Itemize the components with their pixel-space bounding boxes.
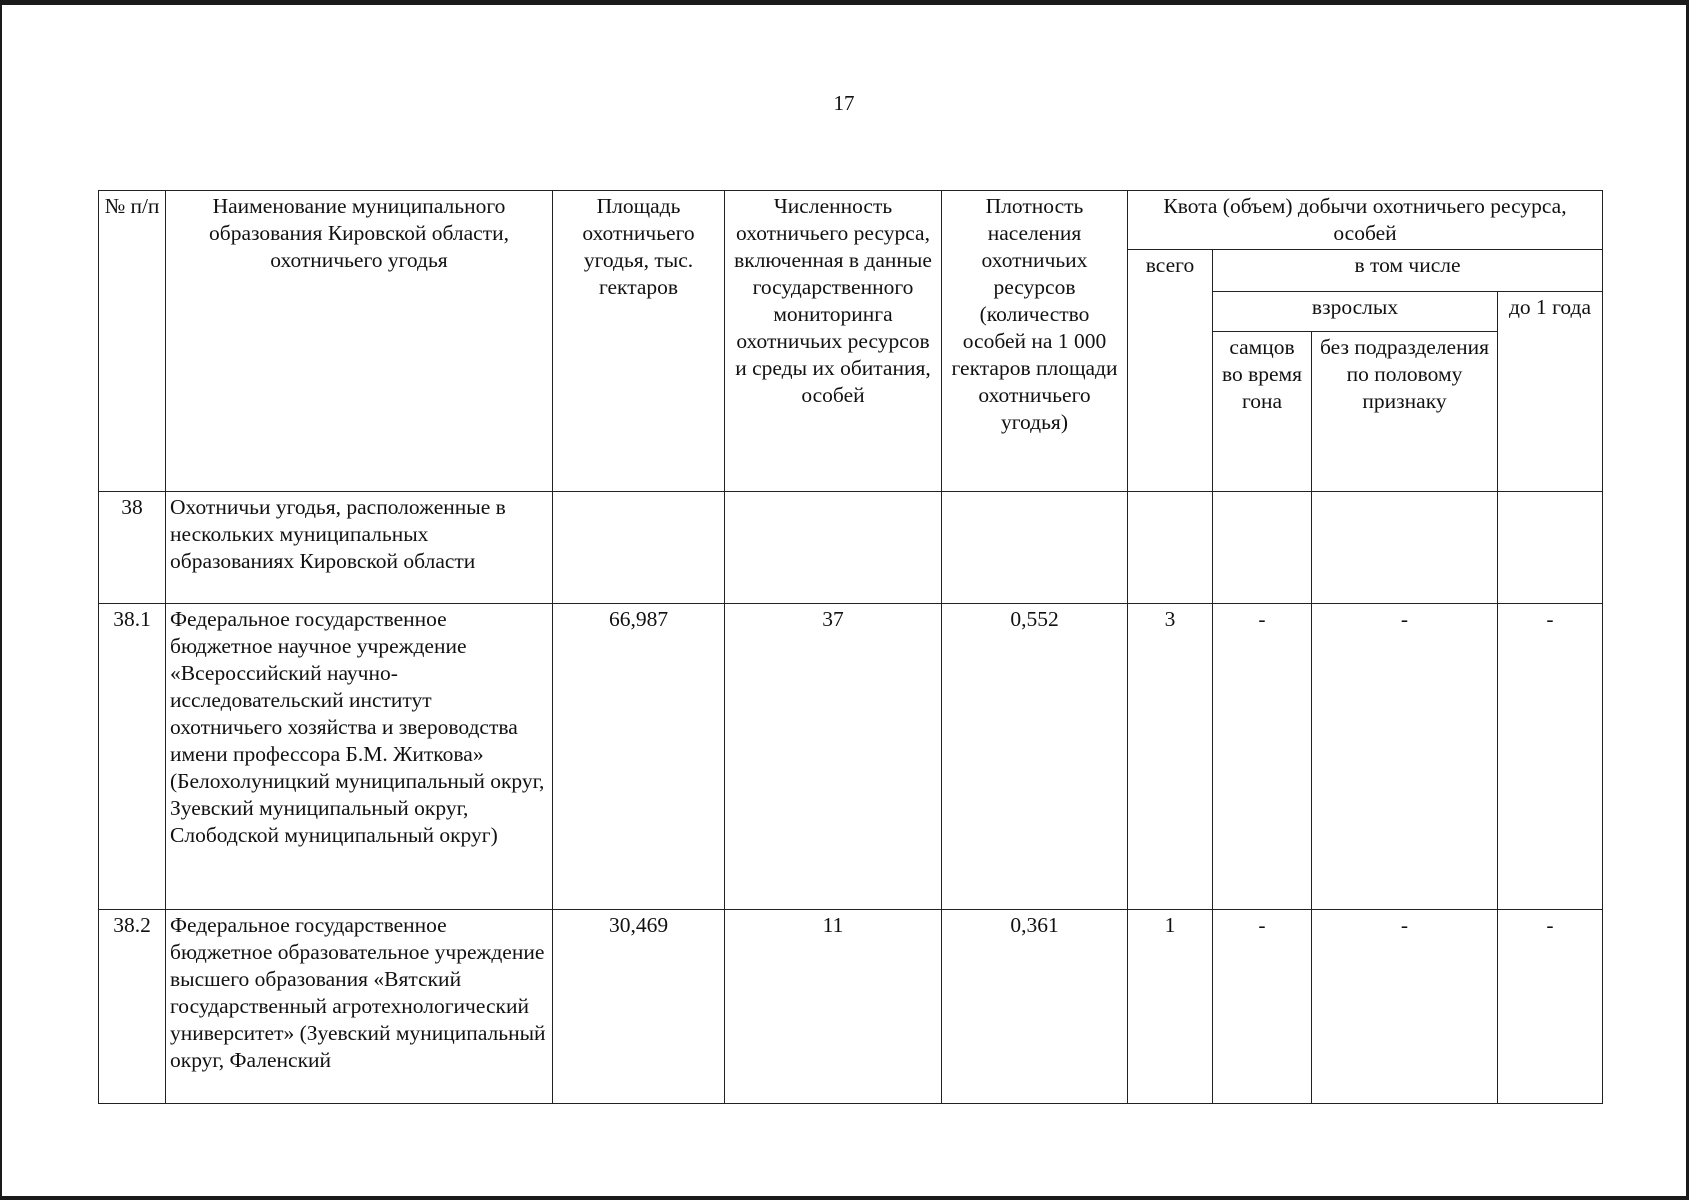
row-males-rut [1213,492,1312,604]
row-density: 0,552 [942,604,1128,910]
row-num: 38.1 [99,604,166,910]
header-name: Наименование муниципального образования Кировской области, охотничьего угодья [166,191,553,492]
header-total: всего [1128,250,1213,492]
header-row-1 [99,191,1603,250]
row-area: 30,469 [553,910,725,1104]
header-no-sex: без подразделения по половому признаку [1312,332,1498,492]
row-name: Федеральное государственное бюджетное образовательное учреждение высшего образования «Вятский государственный агротехнологический университет» (Зуевский муниципальный округ, Фаленский [166,910,553,1104]
row-under1: - [1498,910,1603,1104]
row-males-rut: - [1213,910,1312,1104]
row-males-rut: - [1213,604,1312,910]
header-including: в том числе [1213,250,1603,292]
row-total: 3 [1128,604,1213,910]
header-area: Площадь охотничьего угодья, тыс. гектаров [553,191,725,492]
row-count: 37 [725,604,942,910]
row-area [553,492,725,604]
quota-table [98,190,1603,1104]
row-num: 38 [99,492,166,604]
row-no-sex [1312,492,1498,604]
row-under1 [1498,492,1603,604]
row-name: Охотничьи угодья, расположенные в нескольких муниципальных образованиях Кировской области [166,492,553,604]
header-adults: взрослых [1213,292,1498,332]
header-count: Численность охотничьего ресурса, включенная в данные государственного мониторинга охотничьих ресурсов и среды их обитания, особей [725,191,942,492]
row-total [1128,492,1213,604]
row-total: 1 [1128,910,1213,1104]
table-row [99,604,1603,910]
row-under1: - [1498,604,1603,910]
row-num: 38.2 [99,910,166,1104]
header-density: Плотность населения охотничьих ресурсов (количество особей на 1 000 гектаров площади охотничьего угодья) [942,191,1128,492]
row-name: Федеральное государственное бюджетное научное учреждение «Всероссийский научно-исследовательский институт охотничьего хозяйства и звероводства имени профессора Б.М. Житкова» (Белохолуницкий муниципальный округ, Зуевский муниципальный округ, Слободской муниципальный округ) [166,604,553,910]
header-under1: до 1 года [1498,292,1603,492]
table-row [99,492,1603,604]
row-area: 66,987 [553,604,725,910]
row-density [942,492,1128,604]
header-quota: Квота (объем) добычи охотничьего ресурса, особей [1128,191,1603,250]
page-number: 17 [833,91,855,115]
header-males-rut: самцов во время гона [1213,332,1312,492]
header-num: № п/п [99,191,166,492]
table-row [99,910,1603,1104]
row-density: 0,361 [942,910,1128,1104]
row-count: 11 [725,910,942,1104]
row-count [725,492,942,604]
row-no-sex: - [1312,604,1498,910]
row-no-sex: - [1312,910,1498,1104]
